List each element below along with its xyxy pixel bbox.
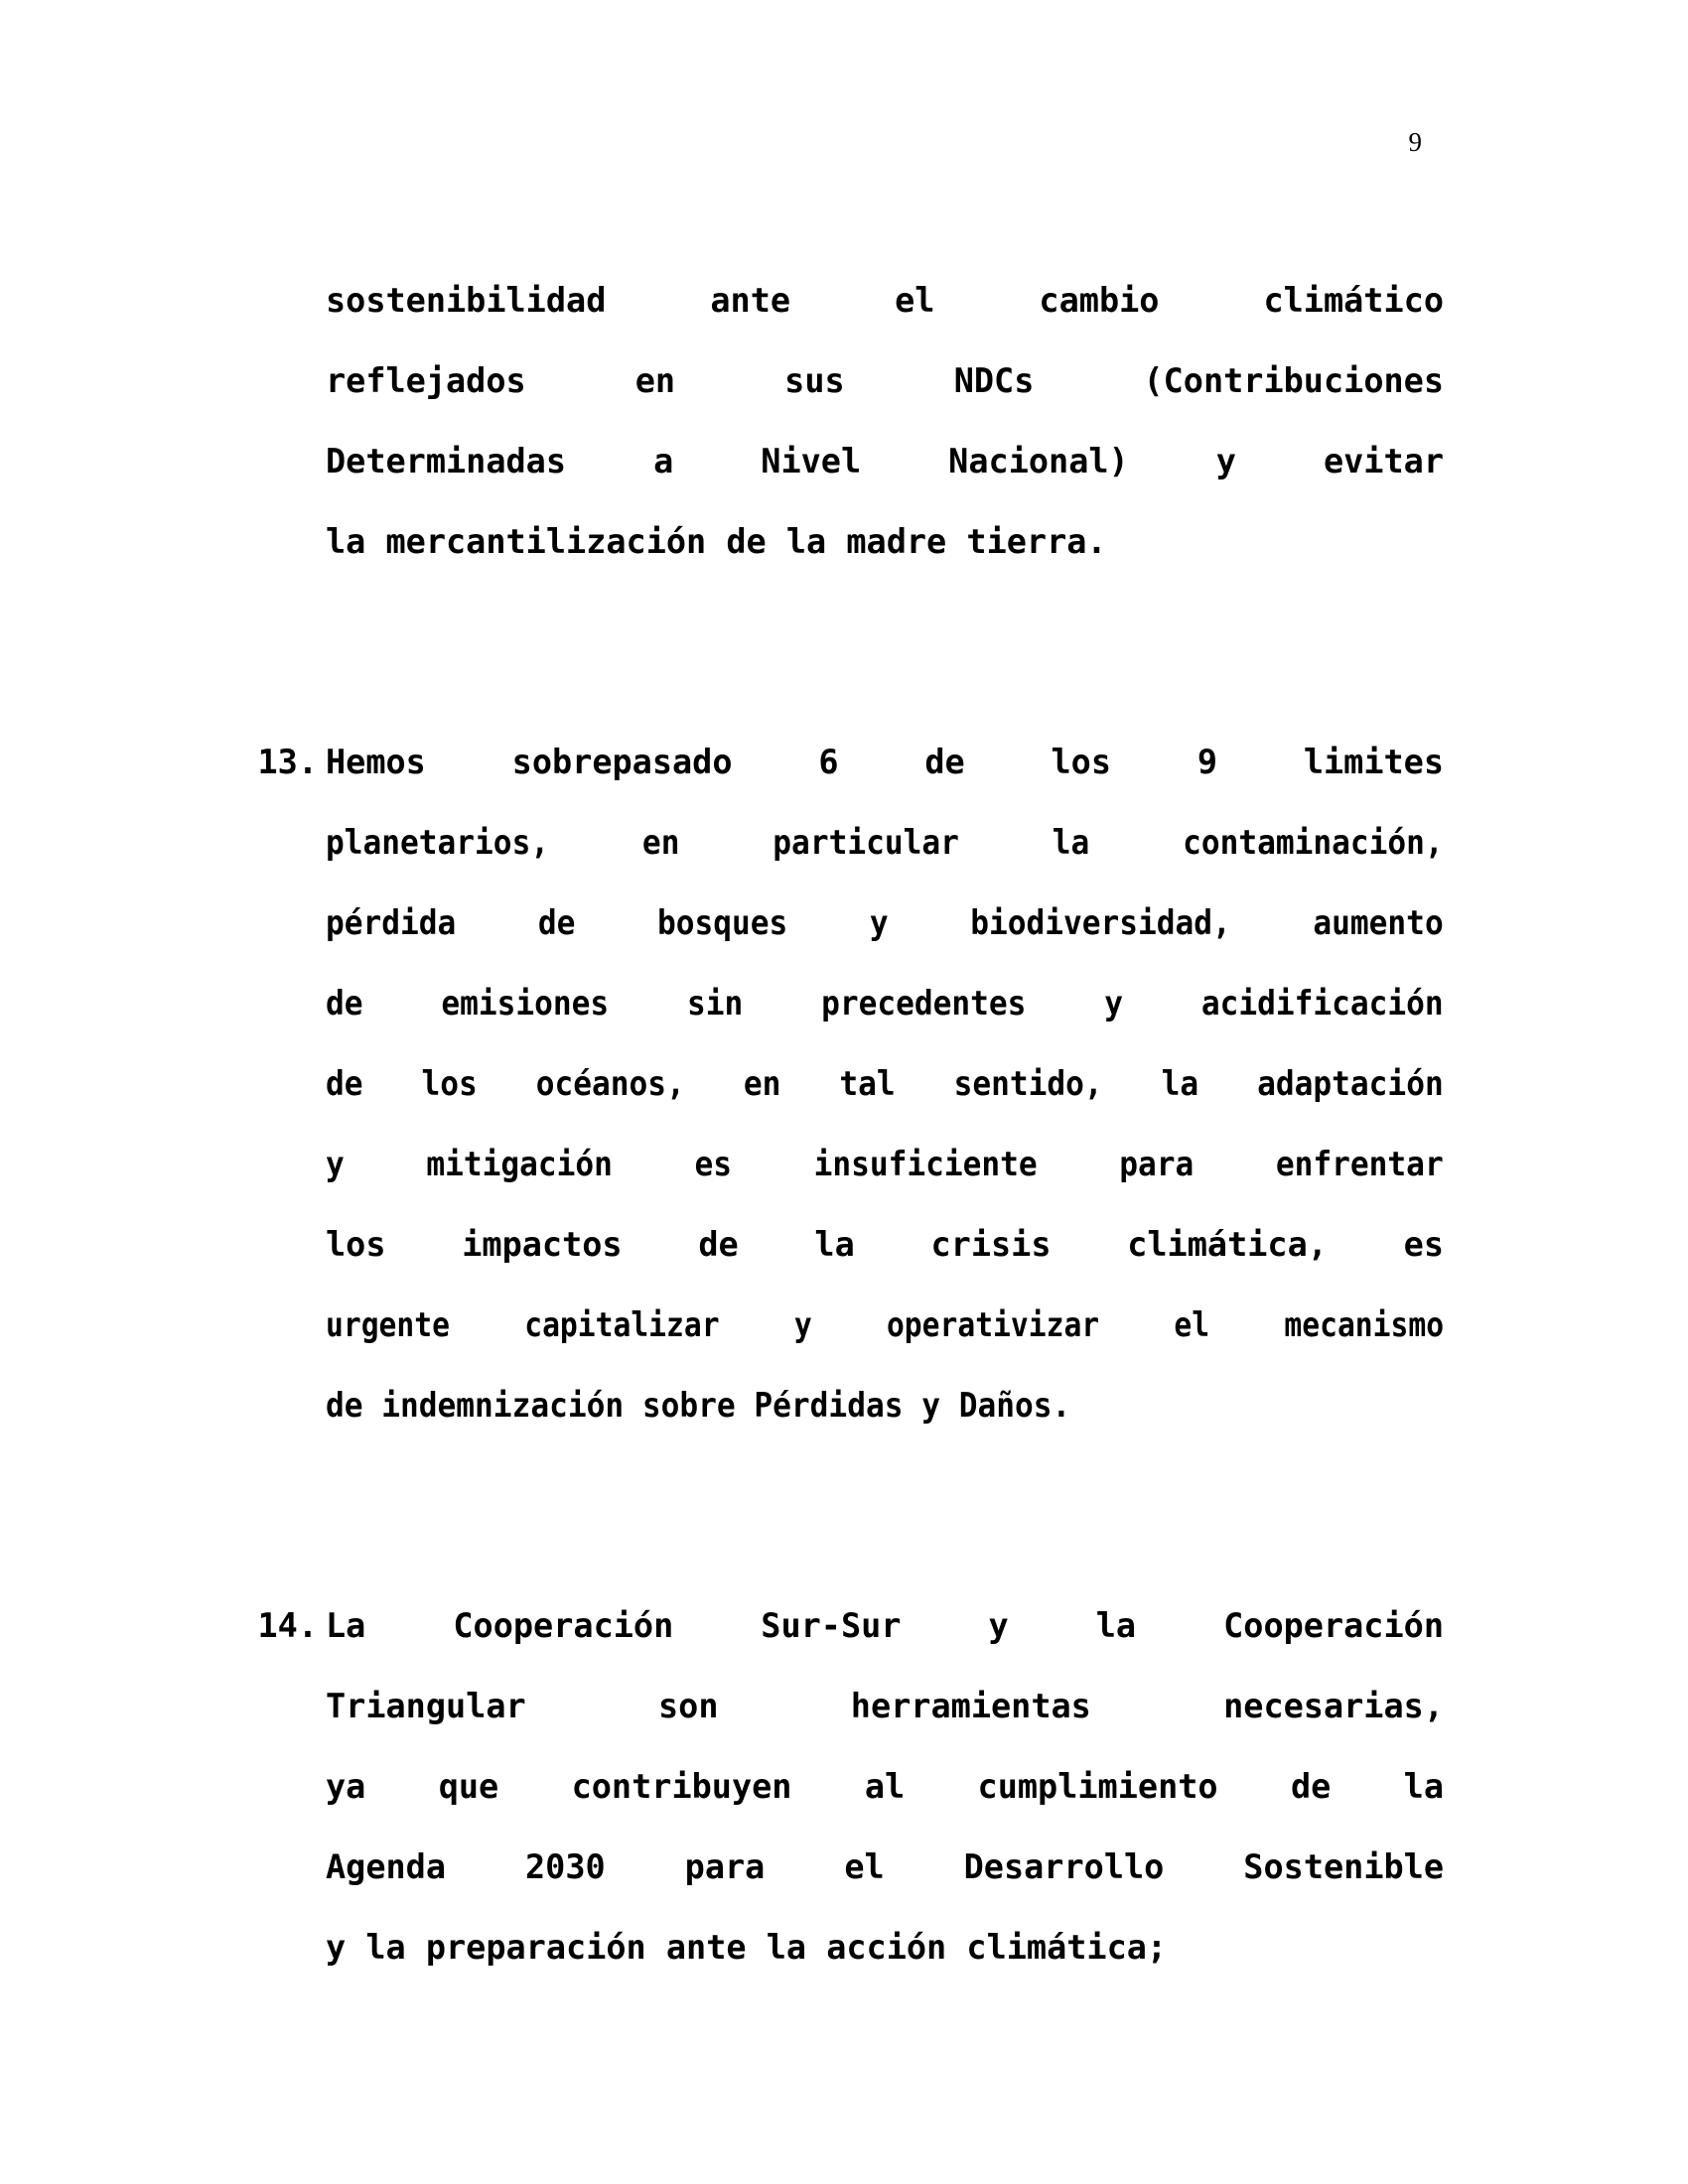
list-item-marker: 14. bbox=[257, 1606, 318, 1645]
text-line: urgente capitalizar y operativizar el mecanismo bbox=[326, 1305, 1445, 1344]
text-line: Agenda 2030 para el Desarrollo Sostenible bbox=[326, 1847, 1444, 1886]
text-line: pérdida de bosques y biodiversidad, aumento bbox=[326, 903, 1444, 942]
text-line: y la preparación ante la acción climática; bbox=[326, 1928, 1168, 1967]
text-line: Determinadas a Nivel Nacional) y evitar bbox=[326, 442, 1444, 480]
list-item-body bbox=[326, 722, 1444, 1526]
text-line: La Cooperación Sur-Sur y la Cooperación bbox=[326, 1606, 1444, 1645]
text-line: ya que contribuyen al cumplimiento de la bbox=[326, 1767, 1444, 1806]
list-item-body bbox=[326, 1585, 1444, 2068]
text-line: los impactos de la crisis climática, es bbox=[326, 1225, 1444, 1264]
text-line: y mitigación es insuficiente para enfrentar bbox=[326, 1145, 1444, 1183]
page-body bbox=[230, 260, 1444, 2068]
text-line: reflejados en sus NDCs (Contribuciones bbox=[326, 361, 1444, 400]
text-line: de indemnización sobre Pérdidas y Daños. bbox=[326, 1386, 1071, 1425]
text-line: Hemos sobrepasado 6 de los 9 limites bbox=[326, 743, 1444, 781]
page-number: 9 bbox=[1408, 127, 1422, 157]
text-line: sostenibilidad ante el cambio climático bbox=[326, 281, 1444, 320]
text-line: la mercantilización de la madre tierra. bbox=[326, 522, 1107, 561]
continuation-paragraph bbox=[326, 260, 1444, 662]
text-line: Triangular son herramientas necesarias, bbox=[326, 1687, 1444, 1725]
text-line: de emisiones sin precedentes y acidificación bbox=[326, 984, 1444, 1023]
text-line: planetarios, en particular la contaminación, bbox=[326, 823, 1444, 862]
list-item-marker: 13. bbox=[257, 743, 318, 781]
list-item bbox=[230, 722, 1444, 1526]
list-item bbox=[230, 1585, 1444, 2068]
text-line: de los océanos, en tal sentido, la adaptación bbox=[326, 1064, 1444, 1103]
